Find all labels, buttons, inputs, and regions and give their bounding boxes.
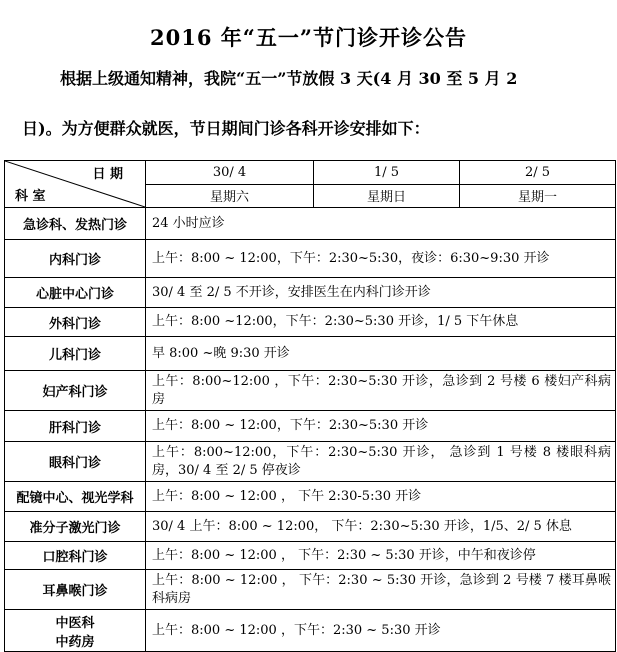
department-cell: 配镜中心、视光学科 <box>5 482 146 512</box>
schedule-cell: 上午：8:00 ~ 12:00 ， 下午：2:30 ~ 5:30 开诊，急诊到 2 号楼 7 楼耳鼻喉科病房 <box>146 570 616 610</box>
department-cell: 内科门诊 <box>5 240 146 278</box>
department-cell: 儿科门诊 <box>5 337 146 371</box>
date-header-2: 1/ 5 <box>314 161 460 185</box>
schedule-cell: 上午：8:00~12:00 ，下午：2:30~5:30 开诊，急诊到 2 号楼 6 楼妇产科病房 <box>146 371 616 411</box>
table-row <box>5 240 616 278</box>
schedule-cell: 30/ 4 上午：8:00 ~ 12:00， 下午：2:30~5:30 开诊，1/5、2/ 5 休息 <box>146 512 616 542</box>
department-cell: 急诊科、发热门诊 <box>5 208 146 240</box>
department-cell: 准分子激光门诊 <box>5 512 146 542</box>
schedule-cell: 上午：8:00 ~ 12:00，下午：2:30~5:30，夜诊：6:30~9:30 开诊 <box>146 240 616 278</box>
schedule-cell: 上午：8:00~12:00，下午：2:30~5:30 开诊， 急诊到 1 号楼 8 楼眼科病房，30/ 4 至 2/ 5 停夜诊 <box>146 442 616 482</box>
weekday-header-1: 星期六 <box>146 184 314 208</box>
schedule-cell: 早 8:00 ~晚 9:30 开诊 <box>146 337 616 371</box>
table-row <box>5 512 616 542</box>
department-line-2: 中药房 <box>55 634 95 650</box>
table-row <box>5 610 616 652</box>
schedule-cell: 上午：8:00 ~ 12:00 ， 下午：2:30 ~ 5:30 开诊，中午和夜诊停 <box>146 542 616 570</box>
date-header-3: 2/ 5 <box>460 161 616 185</box>
department-cell: 眼科门诊 <box>5 442 146 482</box>
department-line-1: 中医科 <box>55 615 95 631</box>
schedule-cell: 上午：8:00 ~ 12:00 ， 下午 2:30-5:30 开诊 <box>146 482 616 512</box>
table-row <box>5 411 616 442</box>
department-cell: 心脏中心门诊 <box>5 278 146 308</box>
schedule-cell: 上午：8:00 ~12:00，下午：2:30~5:30 开诊，1/ 5 下午休息 <box>146 308 616 337</box>
notice-title: 2016 年“五一”节门诊开诊公告 <box>150 25 467 50</box>
schedule-cell: 24 小时应诊 <box>146 208 616 240</box>
department-cell: 肝科门诊 <box>5 411 146 442</box>
table-row <box>5 482 616 512</box>
table-row <box>5 442 616 482</box>
department-cell <box>5 610 146 652</box>
table-row <box>5 278 616 308</box>
schedule-cell: 上午：8:00 ~ 12:00 ，下午：2:30 ~ 5:30 开诊 <box>146 610 616 652</box>
weekday-header-2: 星期日 <box>314 184 460 208</box>
department-cell: 妇产科门诊 <box>5 371 146 411</box>
schedule-cell: 上午：8:00 ~ 12:00，下午：2:30~5:30 开诊 <box>146 411 616 442</box>
table-row <box>5 570 616 610</box>
department-header-label: 科 室 <box>15 189 46 204</box>
schedule-table <box>4 160 616 652</box>
table-row <box>5 308 616 337</box>
table-row <box>5 208 616 240</box>
department-cell: 耳鼻喉门诊 <box>5 570 146 610</box>
date-header-label: 日 期 <box>92 167 123 182</box>
table-row <box>5 542 616 570</box>
corner-header-cell <box>5 161 146 208</box>
department-cell: 口腔科门诊 <box>5 542 146 570</box>
schedule-cell: 30/ 4 至 2/ 5 不开诊，安排医生在内科门诊开诊 <box>146 278 616 308</box>
intro-line-2: 日)。为方便群众就医，节日期间门诊各科开诊安排如下： <box>22 119 430 138</box>
date-header-1: 30/ 4 <box>146 161 314 185</box>
table-row <box>5 371 616 411</box>
table-row <box>5 337 616 371</box>
weekday-header-3: 星期一 <box>460 184 616 208</box>
department-cell: 外科门诊 <box>5 308 146 337</box>
intro-line-1: 根据上级通知精神，我院“五一”节放假 3 天(4 月 30 至 5 月 2 <box>60 69 518 88</box>
